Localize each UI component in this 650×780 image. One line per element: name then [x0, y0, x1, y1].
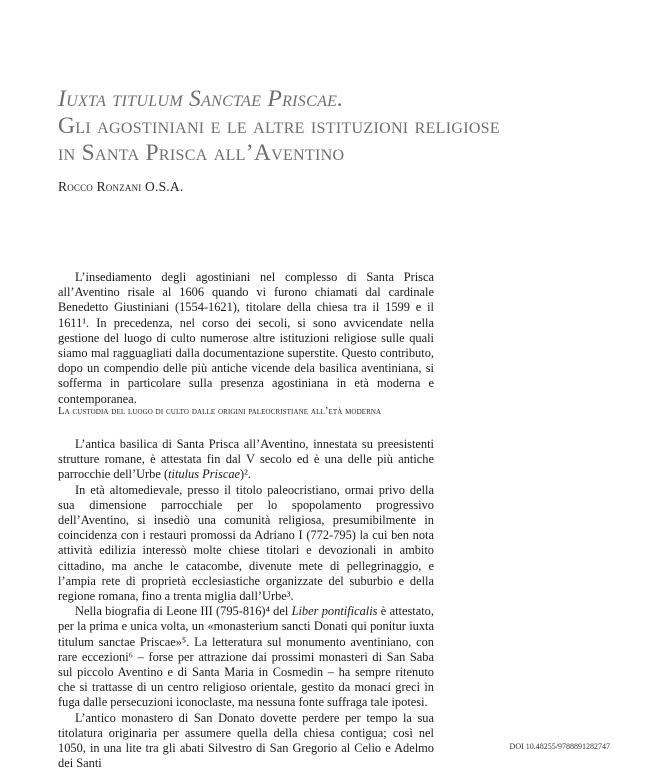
body-text [58, 437, 434, 771]
paragraph-1-text-b: )². [240, 467, 251, 482]
section-heading: La custodia del luogo di culto dalle origini paleocristiane all’età moderna [58, 406, 382, 417]
title-line-2: Gli agostiniani e le altre istituzioni religiose [58, 113, 500, 139]
title-line-1: Iuxta titulum Sanctae Priscae. [58, 86, 344, 112]
paragraph-1-text-a: L’antica basilica di Santa Prisca all’Aventino, innestata su preesistenti strutture romane, è attestata fin dal V secolo ed è una delle più antiche parrocchie dell’Urbe ( [58, 437, 434, 482]
paragraph-2: In età altomedievale, presso il titolo paleocristiano, ormai privo della sua dimensione parrocchiale per lo spopolamento progressivo dell’Aventino, si insediò una comunità religiosa, presumibilmente in coincidenza con i restauri promossi da Adriano I (772-795) la cui ben nota attività edilizia interessò molte chiese titolari e devozionali in ambito cittadino, ma anche le catacombe, divenute mete di pellegrinaggio, e l’ampia rete di proprietà ecclesiastiche organizzate del suburbio e della regione romana, fino a trenta miglia dall’Urbe³. [58, 482, 434, 604]
paragraph-3 [58, 604, 434, 710]
abstract: L’insediamento degli agostiniani nel complesso di Santa Prisca all’Aventino risale al 1606 quando vi furono chiamati dal cardinale Benedetto Giustiniani (1554-1621), titolare della chiesa tra il 1599 e il 1611¹. In precedenza, nel corso dei secoli, si sono avvicendate nella gestione del luogo di culto numerose altre istituzioni religiose sulle quali siamo mal ragguagliati dalla documentazione superstite. Questo contributo, dopo un compendio delle più antiche vicende dela basilica aventiniana, si sofferma in particolare sulla presenza agostiniana in età moderna e contemporanea. [58, 270, 434, 406]
paragraph-1-italic: titulus Priscae [168, 467, 241, 482]
paragraph-3-italic: Liber pontificalis [291, 604, 378, 619]
paragraph-1 [58, 437, 434, 483]
paragraph-3-text-b: è attestato, per la prima e unica volta, un «monasterium sancti Donati qui ponitur iuxta titulum sanctae Priscae»⁵. La letteratura sul monumento aventiniano, con rare eccezioni⁶ – forse per attrazione dai prossimi monasteri di San Saba sul piccolo Aventino e di Santa Maria in Cosmedin – ha sempre ritenuto che si trattasse di un centro religioso orientale, gestito da monaci greci in fuga dalle persecuzioni iconoclaste, ma nessuna fonte suffraga tale ipotesi. [58, 604, 434, 710]
paragraph-3-text-a: Nella biografia di Leone III (795-816)⁴ del [75, 604, 292, 619]
title-line-3: in Santa Prisca all’Aventino [58, 140, 345, 166]
author-name: Rocco Ronzani O.S.A. [58, 179, 184, 194]
paragraph-4: L’antico monastero di San Donato dovette perdere per tempo la sua titolatura originaria per assumere quella della chiesa contigua; così nel 1050, in una lite tra gli abati Silvestro di San Gregorio al Celio e Adelmo dei Santi [58, 710, 434, 771]
doi-footer: DOI 10.48255/9788891282747 [509, 742, 610, 751]
article-title [58, 86, 618, 167]
